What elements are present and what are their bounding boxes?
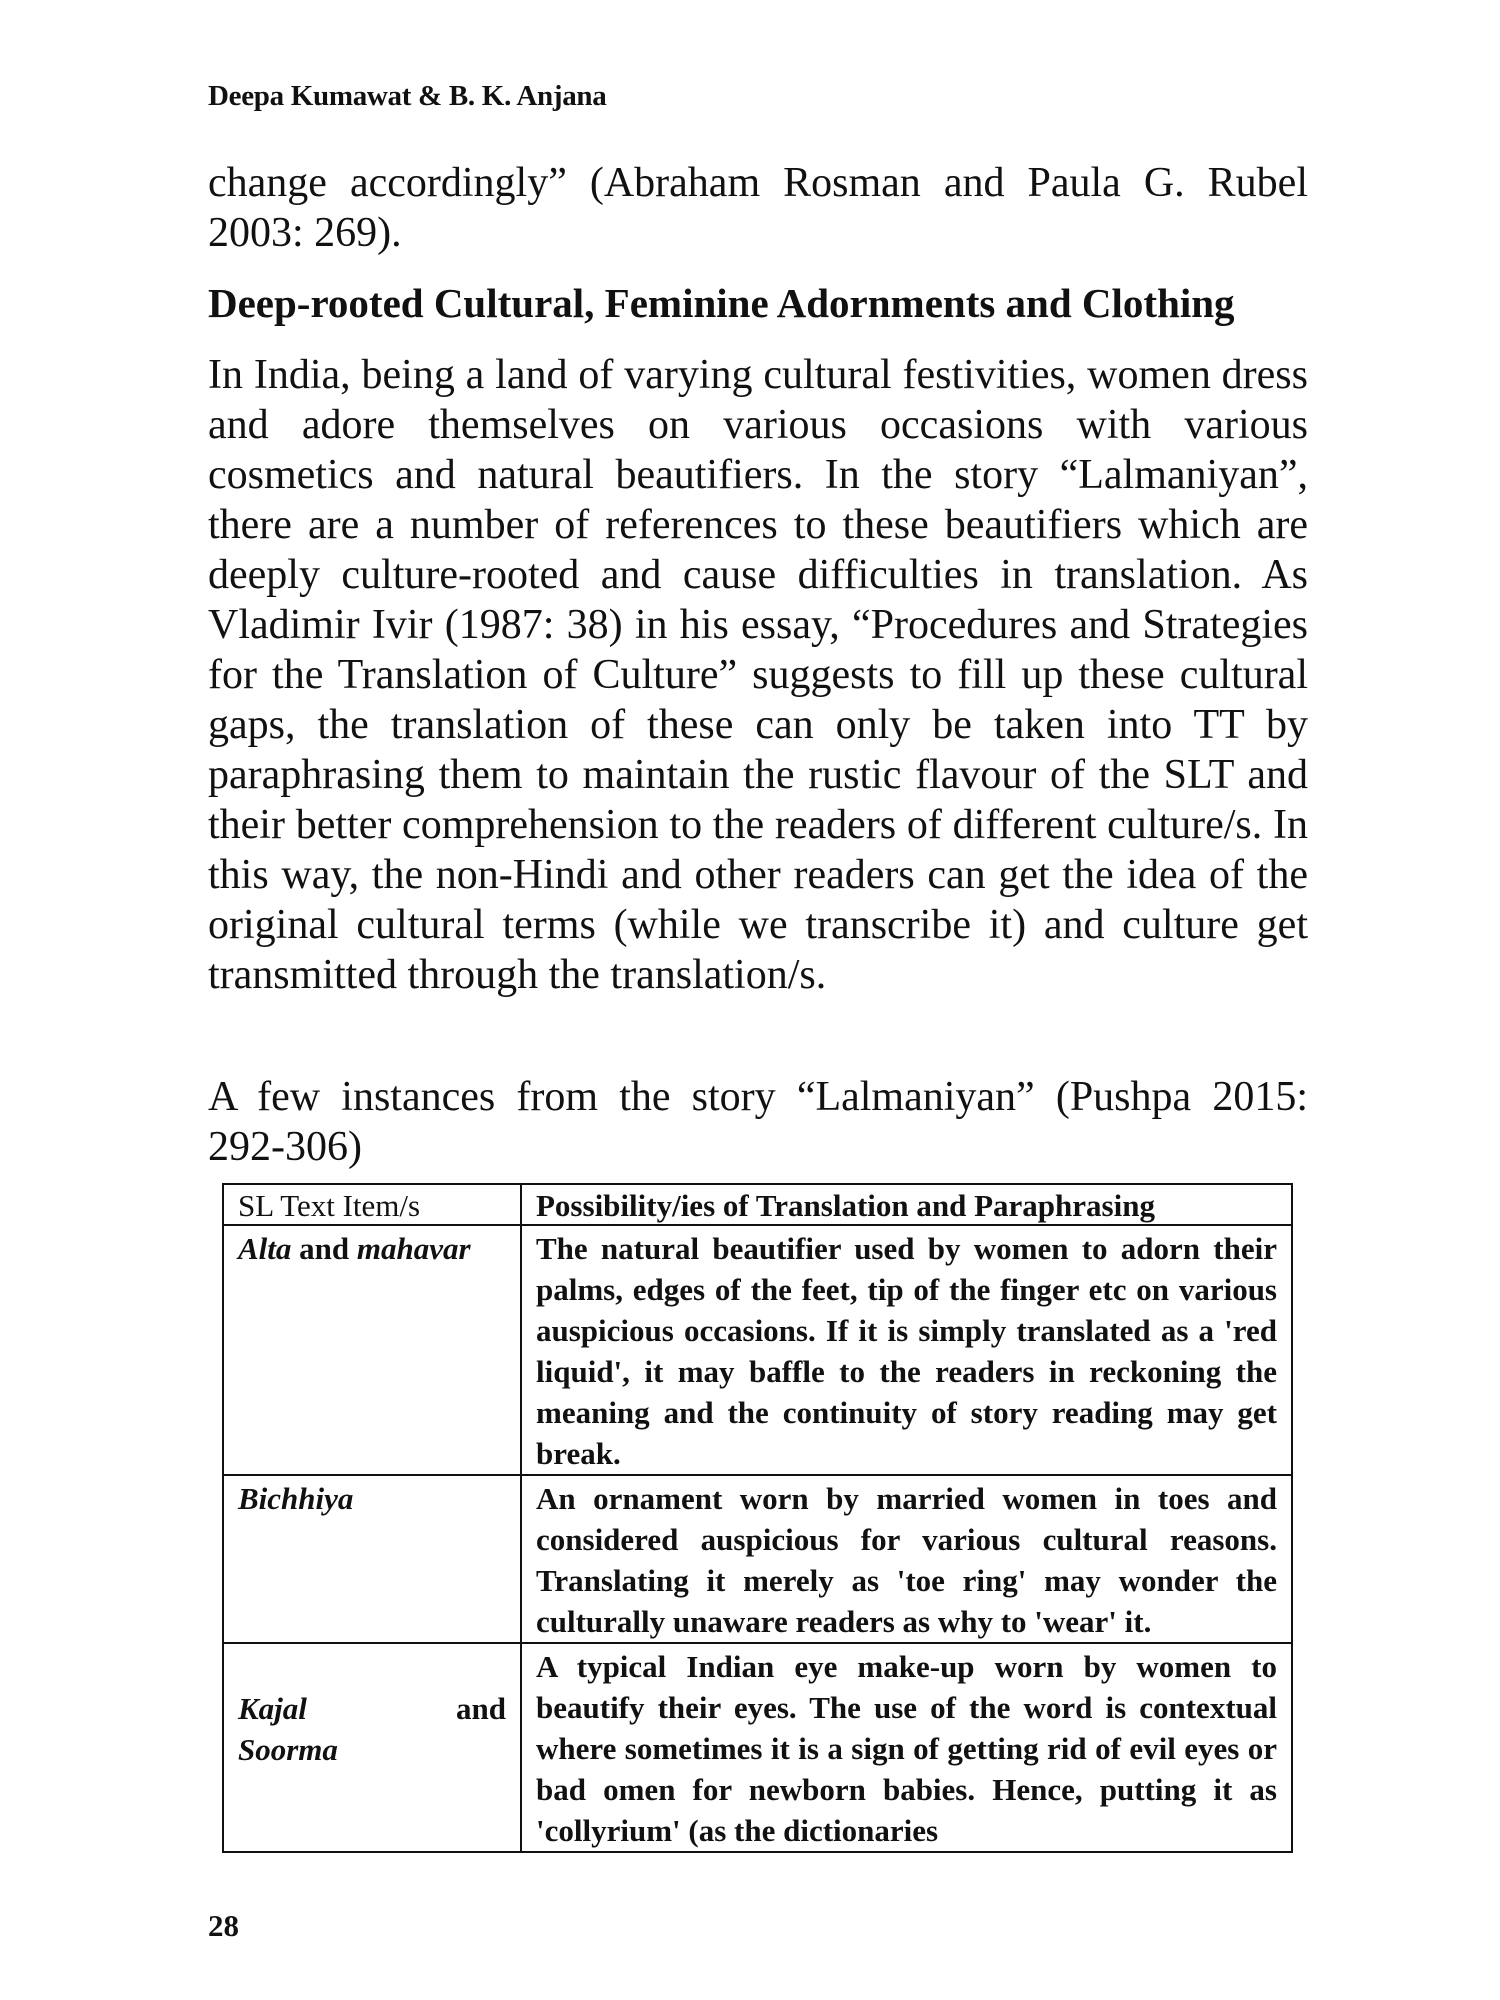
table-cell-item	[223, 1225, 521, 1475]
paragraph-continuation: change accordingly” (Abraham Rosman and Paula G. Rubel 2003: 269).	[208, 160, 1308, 256]
item-term: Soorma	[238, 1732, 338, 1767]
table-cell-desc: An ornament worn by married women in toes and considered auspicious for various cultural reasons. Translating it merely as 'toe ring' may wonder the culturally unaware readers as why to 'wear' it.	[521, 1475, 1292, 1643]
table-cell-desc: The natural beautifier used by women to adorn their palms, edges of the feet, tip of the finger etc on various auspicious occasions. If it is simply translated as a 'red liquid', it may baffle to the readers in reckoning the meaning and the continuity of story reading may get break.	[521, 1225, 1292, 1475]
item-term: mahavar	[356, 1231, 471, 1266]
item-term: Alta	[238, 1231, 292, 1266]
item-term: Kajal	[238, 1691, 307, 1726]
item-conjunction: and	[456, 1691, 506, 1726]
table-header-cell: SL Text Item/s	[223, 1184, 521, 1225]
table-header-cell: Possibility/ies of Translation and Paraphrasing	[521, 1184, 1292, 1225]
item-term: Bichhiya	[238, 1481, 354, 1516]
table-row	[223, 1225, 1292, 1475]
table-row	[223, 1643, 1292, 1852]
running-head: Deepa Kumawat & B. K. Anjana	[208, 80, 607, 112]
table-cell-desc: A typical Indian eye make-up worn by women to beautify their eyes. The use of the word is contextual where sometimes it is a sign of getting rid of evil eyes or bad omen for newborn babies. Hence, putting it as 'collyrium' (as the dictionaries	[521, 1643, 1292, 1852]
paragraph-instances: A few instances from the story “Lalmaniyan” (Pushpa 2015: 292-306)	[208, 1074, 1308, 1170]
table-row	[223, 1475, 1292, 1643]
section-heading: Deep-rooted Cultural, Feminine Adornments and Clothing	[208, 280, 1235, 326]
item-line	[238, 1688, 506, 1729]
table-cell-item	[223, 1475, 521, 1643]
table-header-row	[223, 1184, 1292, 1225]
table-cell-item	[223, 1643, 521, 1852]
paragraph-main: In India, being a land of varying cultural festivities, women dress and adore themselves on various occasions with various cosmetics and natural beautifiers. In the story “Lalmaniyan”, there are a number of references to these beautifiers which are deeply culture-rooted and cause difficulties in translation. As Vladimir Ivir (1987: 38) in his essay, “Procedures and Strategies for the Translation of Culture” suggests to fill up these cultural gaps, the translation of these can only be taken into TT by paraphrasing them to maintain the rustic flavour of the SLT and their better comprehension to the readers of different culture/s. In this way, the non-Hindi and other readers can get the idea of the original cultural terms (while we transcribe it) and culture get transmitted through the translation/s.	[208, 352, 1308, 998]
item-conjunction: and	[299, 1231, 350, 1266]
translation-table	[222, 1183, 1293, 1853]
page-number: 28	[208, 1908, 239, 1943]
